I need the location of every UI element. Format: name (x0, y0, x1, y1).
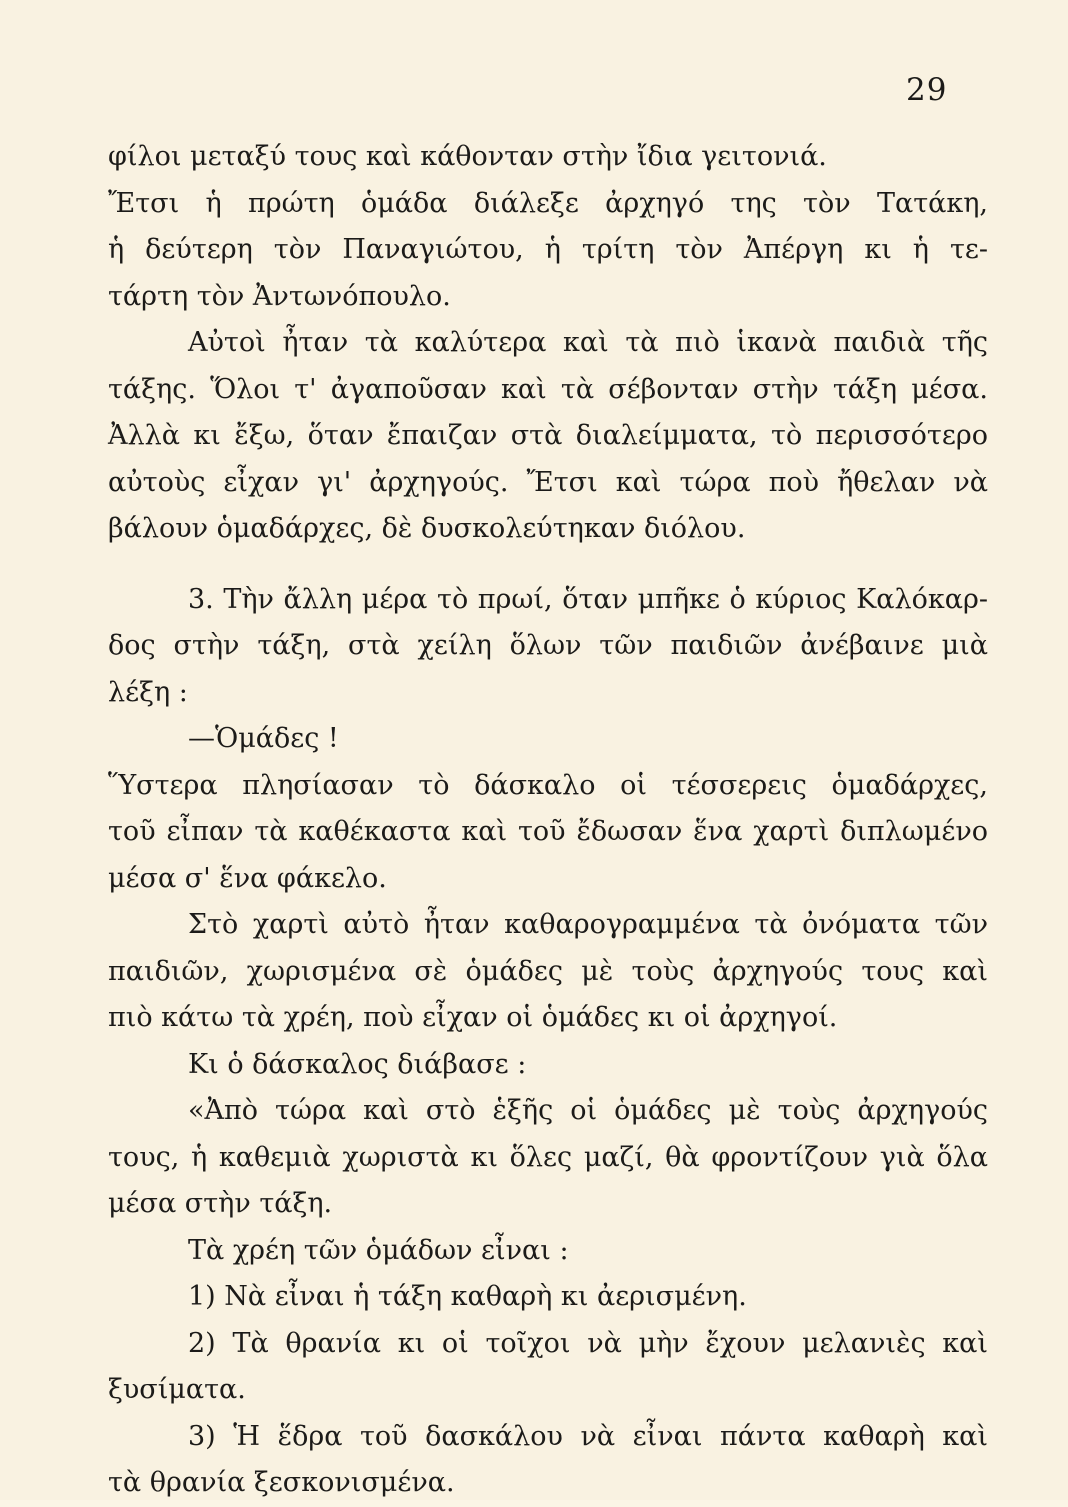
text-line: ἡ δεύτερη τὸν Παναγιώτου, ἡ τρίτη τὸν Ἀπέργη κι ἡ τε- (108, 234, 988, 265)
text-line: βάλουν ὁμαδάρχες, δὲ δυσκολεύτηκαν διόλου. (108, 513, 746, 544)
text-line: τοῦ εἶπαν τὰ καθέκαστα καὶ τοῦ ἔδωσαν ἕνα χαρτὶ διπλωμένο (108, 816, 988, 847)
text-line: Αὐτοὶ ἦταν τὰ καλύτερα καὶ τὰ πιὸ ἱκανὰ παιδιὰ τῆς (188, 327, 988, 358)
page-number: 29 (906, 72, 948, 108)
text-line: Ἀλλὰ κι ἔξω, ὅταν ἔπαιζαν στὰ διαλείμματα, τὸ περισσότερο (108, 420, 988, 451)
text-line: δος στὴν τάξη, στὰ χείλη ὅλων τῶν παιδιῶν ἀνέβαινε μιὰ (108, 630, 988, 661)
text-line: μέσα στὴν τάξη. (108, 1188, 333, 1219)
text-line: τους, ἡ καθεμιὰ χωριστὰ κι ὅλες μαζί, θὰ φροντίζουν γιὰ ὅλα (108, 1141, 988, 1173)
text-line: τὰ θρανία ξεσκονισμένα. (108, 1467, 455, 1498)
text-line: Στὸ χαρτὶ αὐτὸ ἦταν καθαρογραμμένα τὰ ὀνόματα τῶν (188, 909, 988, 940)
body-text (108, 134, 988, 1507)
text-line: τάρτη τὸν Ἀντωνόπουλο. (108, 280, 451, 312)
text-line: 2) Τὰ θρανία κι οἱ τοῖχοι νὰ μὴν ἔχουν μελανιὲς καὶ (188, 1327, 988, 1359)
text-line: 1) Νὰ εἶναι ἡ τάξη καθαρὴ κι ἀερισμένη. (188, 1281, 747, 1312)
text-line: φίλοι μεταξύ τους καὶ κάθονταν στὴν ἴδια γειτονιά. (108, 141, 827, 172)
text-line: παιδιῶν, χωρισμένα σὲ ὁμάδες μὲ τοὺς ἀρχηγούς τους καὶ (108, 955, 988, 987)
text-line: λέξη : (108, 676, 188, 708)
text-line: «Ἀπὸ τώρα καὶ στὸ ἑξῆς οἱ ὁμάδες μὲ τοὺς ἀρχηγούς (188, 1095, 988, 1126)
text-line: Ὕστερα πλησίασαν τὸ δάσκαλο οἱ τέσσερεις ὁμαδάρχες, (108, 769, 988, 801)
text-line: Τὰ χρέη τῶν ὁμάδων εἶναι : (188, 1234, 569, 1266)
text-line: 3. Τὴν ἄλλη μέρα τὸ πρωί, ὅταν μπῆκε ὁ κύριος Καλόκαρ- (188, 583, 988, 615)
text-line: αὐτοὺς εἶχαν γι' ἀρχηγούς. Ἔτσι καὶ τώρα ποὺ ἤθελαν νὰ (108, 466, 988, 498)
text-line: τάξης. Ὅλοι τ' ἀγαποῦσαν καὶ τὰ σέβονταν στὴν τάξη μέσα. (108, 373, 988, 405)
section-gap (108, 553, 988, 577)
text-line: Ἔτσι ἡ πρώτη ὁμάδα διάλεξε ἀρχηγό της τὸν Τατάκη, (108, 187, 988, 219)
text-line: πιὸ κάτω τὰ χρέη, ποὺ εἶχαν οἱ ὁμάδες κι οἱ ἀρχηγοί. (108, 1002, 838, 1033)
text-line: 3) Ἡ ἕδρα τοῦ δασκάλου νὰ εἶναι πάντα καθαρὴ καὶ (188, 1420, 988, 1452)
text-line: —Ὁμάδες ! (188, 723, 339, 754)
text-line: Κι ὁ δάσκαλος διάβασε : (188, 1048, 527, 1080)
text-line: μέσα σ' ἕνα φάκελο. (108, 862, 387, 894)
text-line: ξυσίματα. (108, 1374, 246, 1405)
